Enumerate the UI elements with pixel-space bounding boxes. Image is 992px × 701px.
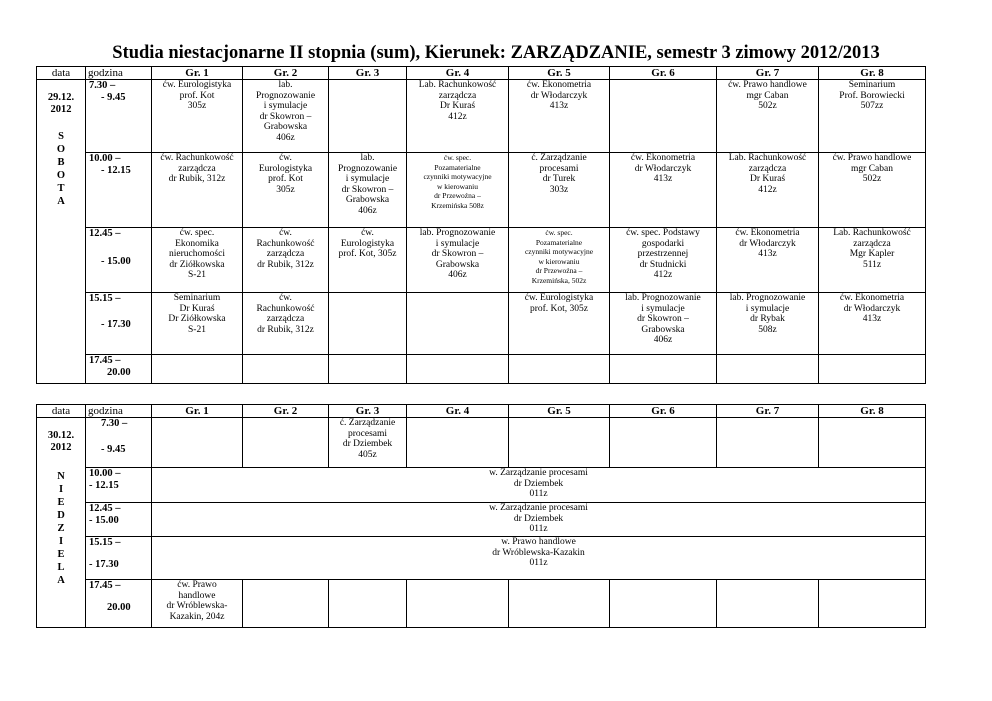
class-cell: lab. Prognozowanie i symulacje dr Skowron – Grabowska 406z [610,293,717,355]
class-cell: Lab. Rachunkowość zarządcza Dr Kuraś 412z [717,153,819,228]
class-cell: lab. Prognozowanie i symulacje dr Skowron – Grabowska 406z [407,228,509,293]
class-cell [243,418,329,468]
class-cell [152,418,243,468]
class-cell [717,418,819,468]
header-godzina: godzina [86,405,152,418]
header-group: Gr. 4 [407,67,509,80]
header-group: Gr. 2 [243,405,329,418]
time-slot-row [37,418,926,468]
hour-cell: 7.30 – - 9.45 [86,418,152,468]
header-row [37,405,926,418]
class-cell: ćw. spec. Pozamaterialne czynniki motywacyjne w kierowaniu dr Przewoźna – Krzemińska 508z [407,153,509,228]
header-group: Gr. 4 [407,405,509,418]
class-cell [407,580,509,628]
header-group: Gr. 2 [243,67,329,80]
class-cell: lab. Prognozowanie i symulacje dr Rybak 508z [717,293,819,355]
class-cell: ćw. spec. Podstawy gospodarki przestrzennej dr Studnicki 412z [610,228,717,293]
time-slot-row [37,355,926,384]
date-value: 30.12. 2012 [47,430,75,453]
header-group: Gr. 7 [717,67,819,80]
class-cell: ć. Zarządzanie procesami dr Dziembek 405z [329,418,407,468]
class-cell: ćw. Rachunkowość zarządcza dr Rubik, 312z [243,228,329,293]
class-cell [329,355,407,384]
class-cell [717,580,819,628]
header-data: data [37,405,86,418]
hour-cell: 15.15 – - 17.30 [86,537,152,580]
header-godzina: godzina [86,67,152,80]
sunday-schedule-table [36,404,926,628]
time-slot-row [37,537,926,580]
class-cell [152,355,243,384]
class-cell: ćw. Eurologistyka prof. Kot, 305z [509,293,610,355]
hour-cell: 12.45 – - 15.00 [86,503,152,537]
class-cell [407,293,509,355]
class-cell: lab. Prognozowanie i symulacje dr Skowron – Grabowska 406z [243,80,329,153]
header-group: Gr. 3 [329,67,407,80]
class-cell [610,580,717,628]
header-group: Gr. 5 [509,67,610,80]
class-cell [407,418,509,468]
header-row [37,67,926,80]
hour-cell: 12.45 – - 15.00 [86,228,152,293]
header-group: Gr. 6 [610,405,717,418]
class-cell [819,355,926,384]
class-cell: lab. Prognozowanie i symulacje dr Skowron – Grabowska 406z [329,153,407,228]
header-group: Gr. 8 [819,405,926,418]
time-slot-row [37,293,926,355]
lecture-cell: w. Zarządzanie procesami dr Dziembek 011z [152,468,926,503]
header-group: Gr. 7 [717,405,819,418]
class-cell: ćw. Ekonometria dr Włodarczyk 413z [717,228,819,293]
class-cell: ćw. Prawo handlowe dr Wróblewska- Kazakin, 204z [152,580,243,628]
date-cell [37,418,86,628]
hour-cell: 17.45 – 20.00 [86,580,152,628]
hour-cell: 7.30 – - 9.45 [86,80,152,153]
class-cell [509,580,610,628]
class-cell [819,418,926,468]
class-cell [243,580,329,628]
class-cell: ćw. Ekonometria dr Włodarczyk 413z [610,153,717,228]
header-group: Gr. 1 [152,67,243,80]
time-slot-row [37,580,926,628]
hour-cell: 15.15 – - 17.30 [86,293,152,355]
class-cell: ćw. Eurologistyka prof. Kot, 305z [329,228,407,293]
class-cell [610,418,717,468]
class-cell: ćw. Eurologistyka prof. Kot 305z [243,153,329,228]
time-slot-row [37,80,926,153]
header-group: Gr. 1 [152,405,243,418]
class-cell [509,418,610,468]
header-group: Gr. 6 [610,67,717,80]
hour-cell: 10.00 – - 12.15 [86,153,152,228]
header-group: Gr. 8 [819,67,926,80]
lecture-cell: w. Zarządzanie procesami dr Dziembek 011z [152,503,926,537]
class-cell [610,355,717,384]
header-group: Gr. 3 [329,405,407,418]
class-cell: Seminarium Dr Kuraś Dr Ziółkowska S-21 [152,293,243,355]
hour-cell: 17.45 – 20.00 [86,355,152,384]
time-slot-row [37,228,926,293]
class-cell: Lab. Rachunkowość zarządcza Dr Kuraś 412z [407,80,509,153]
class-cell: ćw. spec. Ekonomika nieruchomości dr Ziółkowska S-21 [152,228,243,293]
class-cell: ćw. spec. Pozamaterialne czynniki motywacyjne w kierowaniu dr Przewoźna – Krzemińska, 502z [509,228,610,293]
class-cell: ćw. Ekonometria dr Włodarczyk 413z [819,293,926,355]
class-cell: Seminarium Prof. Borowiecki 507zz [819,80,926,153]
class-cell: ć. Zarządzanie procesami dr Turek 303z [509,153,610,228]
header-data: data [37,67,86,80]
time-slot-row [37,503,926,537]
lecture-cell: w. Prawo handlowe dr Wróblewska-Kazakin 011z [152,537,926,580]
class-cell: Lab. Rachunkowość zarządcza Mgr Kapler 511z [819,228,926,293]
class-cell [243,355,329,384]
day-name: N I E D Z I E L A [57,471,65,586]
class-cell [717,355,819,384]
class-cell: ćw. Rachunkowość zarządcza dr Rubik, 312z [243,293,329,355]
class-cell [329,293,407,355]
date-cell [37,80,86,384]
saturday-schedule-table [36,66,926,384]
hour-cell: 10.00 – - 12.15 [86,468,152,503]
class-cell: ćw. Prawo handlowe mgr Caban 502z [819,153,926,228]
page-title: Studia niestacjonarne II stopnia (sum), Kierunek: ZARZĄDZANIE, semestr 3 zimowy 2012/2013 [112,43,880,63]
time-slot-row [37,468,926,503]
class-cell: ćw. Prawo handlowe mgr Caban 502z [717,80,819,153]
date-value: 29.12. 2012 [47,92,75,115]
class-cell [407,355,509,384]
class-cell [819,580,926,628]
class-cell: ćw. Rachunkowość zarządcza dr Rubik, 312z [152,153,243,228]
class-cell [610,80,717,153]
class-cell: ćw. Eurologistyka prof. Kot 305z [152,80,243,153]
time-slot-row [37,153,926,228]
class-cell [329,80,407,153]
class-cell [329,580,407,628]
day-name: S O B O T A [56,131,66,207]
class-cell: ćw. Ekonometria dr Włodarczyk 413z [509,80,610,153]
class-cell [509,355,610,384]
header-group: Gr. 5 [509,405,610,418]
